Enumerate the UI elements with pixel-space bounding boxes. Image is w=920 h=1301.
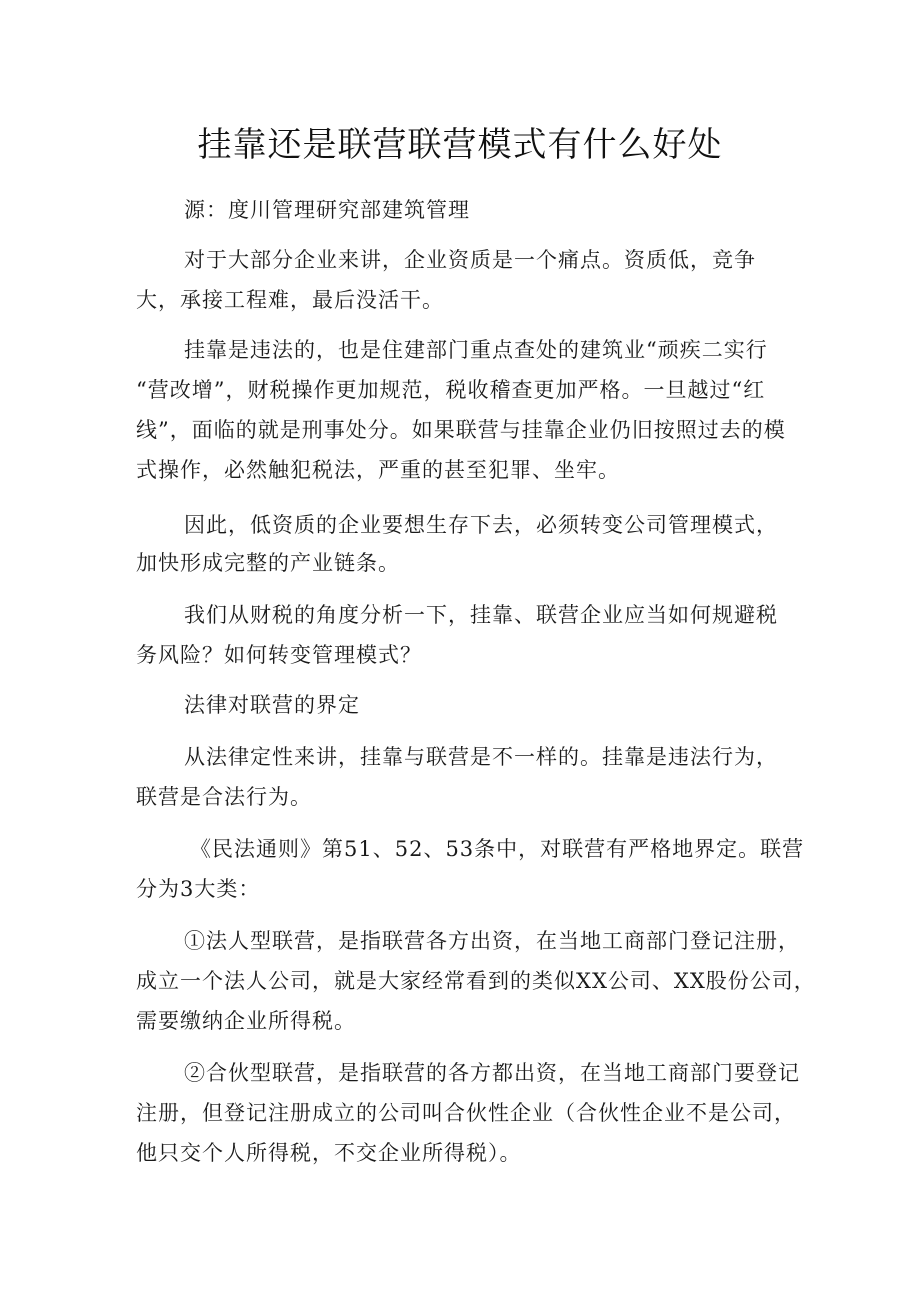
paragraph-4-line-2: 务风险？如何转变管理模式？ — [136, 643, 422, 667]
paragraph-2-line-4: 式操作，必然触犯税法，严重的甚至犯罪、坐牢。 — [136, 458, 620, 482]
paragraph-9-line-1: ②合伙型联营，是指联营的各方都出资，在当地工商部门要登记 — [184, 1061, 800, 1085]
paragraph-1-line-2: 大，承接工程难，最后没活干。 — [136, 288, 444, 312]
paragraph-2-line-3: 线”，面临的就是刑事处分。如果联营与挂靠企业仍旧按照过去的模 — [136, 418, 786, 442]
paragraph-6-line-2: 联营是合法行为。 — [136, 785, 312, 809]
paragraph-6-line-1: 从法律定性来讲，挂靠与联营是不一样的。挂靠是违法行为， — [184, 745, 778, 769]
paragraph-8-line-1: ①法人型联营，是指联营各方出资，在当地工商部门登记注册， — [184, 929, 800, 953]
paragraph-7-line-1: 《民法通则》第51、52、53条中，对联营有严格地界定。联营 — [190, 837, 805, 861]
document-title: 挂靠还是联营联营模式有什么好处 — [197, 125, 723, 165]
section-heading: 法律对联营的界定 — [184, 693, 360, 717]
source-line: 源：度川管理研究部建筑管理 — [184, 198, 470, 222]
paragraph-7-line-2: 分为3大类： — [136, 877, 261, 901]
paragraph-1-line-1: 对于大部分企业来讲，企业资质是一个痛点。资质低，竞争 — [184, 248, 756, 272]
paragraph-8-line-2: 成立一个法人公司，就是大家经常看到的类似XX公司、XX股份公司， — [136, 969, 816, 993]
paragraph-2-line-1: 挂靠是违法的，也是住建部门重点查处的建筑业“顽疾二实行 — [184, 338, 768, 362]
paragraph-9-line-2: 注册，但登记注册成立的公司叫合伙性企业（合伙性企业不是公司， — [136, 1101, 796, 1125]
paragraph-4-line-1: 我们从财税的角度分析一下，挂靠、联营企业应当如何规避税 — [184, 603, 778, 627]
paragraph-3-line-1: 因此，低资质的企业要想生存下去，必须转变公司管理模式， — [184, 513, 778, 537]
paragraph-2-line-2: “营改增”，财税操作更加规范，税收稽查更加严格。一旦越过“红 — [136, 378, 766, 402]
paragraph-8-line-3: 需要缴纳企业所得税。 — [136, 1009, 356, 1033]
paragraph-9-line-3: 他只交个人所得税，不交企业所得税）。 — [136, 1141, 522, 1165]
paragraph-3-line-2: 加快形成完整的产业链条。 — [136, 551, 400, 575]
